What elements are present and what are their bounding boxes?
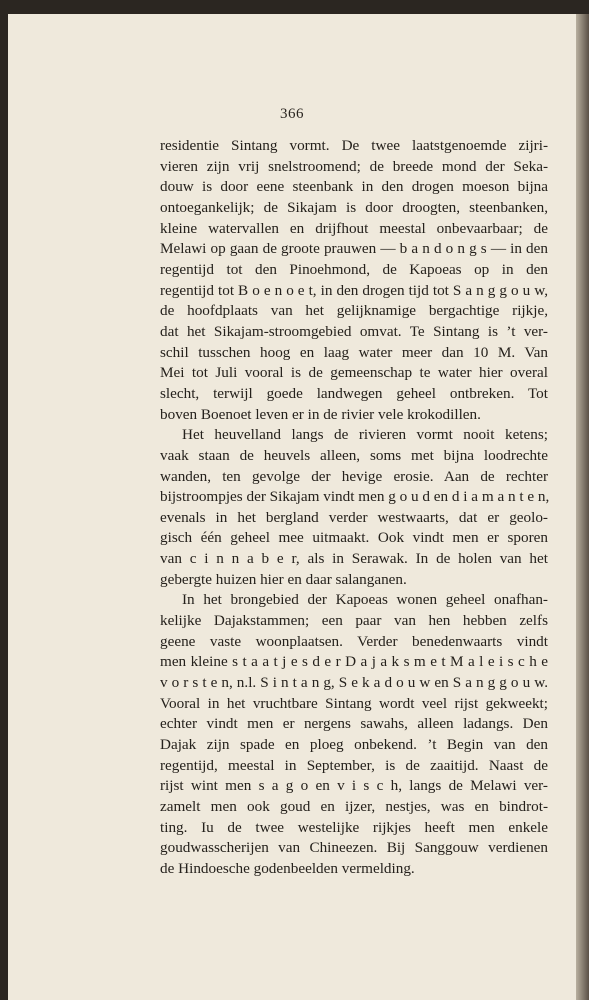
text-line: Mei tot Juli vooral is de gemeenschap te water hier overal	[160, 364, 548, 382]
text-line: regentijd tot den Pinoehmond, de Kapoeas op in den	[160, 260, 548, 278]
text-line: Het heuvelland langs de rivieren vormt nooit ketens;	[182, 426, 548, 444]
book-page	[8, 14, 576, 1000]
body-text	[160, 136, 548, 880]
text-line: v o r s t e n, n.l. S i n t a n g, S e k a d o u w en S a n g g o u w.	[160, 674, 548, 692]
text-line: regentijd tot B o e n o e t, in den drogen tijd tot S a n g g o u w,	[160, 281, 548, 299]
text-line: vieren zijn vrij snelstroomend; de breede mond der Seka-	[160, 157, 548, 175]
text-line: dat het Sikajam-stroomgebied omvat. Te Sintang is ’t ver-	[160, 322, 548, 340]
text-line: evenals in het bergland verder westwaarts, dat er geolo-	[160, 508, 548, 526]
text-line: vaak staan de heuvels alleen, soms met bijna loodrechte	[160, 446, 548, 464]
text-line: douw is door eene steenbank in den drogen moeson bijna	[160, 178, 548, 196]
text-line: boven Boenoet leven er in de rivier vele krokodillen.	[160, 405, 481, 423]
text-line: rijst wint men s a g o en v i s c h, langs de Melawi ver-	[160, 777, 548, 795]
page-edge-shadow	[576, 14, 589, 1000]
text-line: de hoofdplaats van het gelijknamige bergachtige rijkje,	[160, 302, 548, 320]
text-line: kleine watervallen en drijfhout meestal onbevaarbaar; de	[160, 219, 548, 237]
text-line: geene vaste woonplaatsen. Verder benedenwaarts vindt	[160, 632, 548, 650]
text-line: zamelt men ook goud en ijzer, nestjes, was en bindrot-	[160, 798, 548, 815]
text-line: Dajak zijn spade en ploeg onbekend. ’t Begin van den	[160, 736, 548, 754]
text-line: van c i n n a b e r, als in Serawak. In de holen van het	[160, 550, 548, 568]
text-line: wanden, ten gevolge der hevige erosie. Aan de rechter	[160, 467, 548, 485]
text-line: goudwasscherijen van Chineezen. Bij Sanggouw verdienen	[160, 839, 548, 857]
text-line: gebergte huizen hier en daar salanganen.	[160, 570, 407, 588]
text-line: slecht, terwijl goede landwegen geheel ontbreken. Tot	[160, 384, 548, 402]
text-line: ting. Iu de twee westelijke rijkjes heeft men enkele	[160, 818, 548, 836]
text-line: gisch één geheel mee uitmaakt. Ook vindt men er sporen	[160, 529, 548, 547]
text-line: residentie Sintang vormt. De twee laatstgenoemde zijri-	[160, 137, 548, 154]
text-line: schil tusschen hoog en laag water meer dan 10 M. Van	[160, 343, 548, 361]
text-line: In het brongebied der Kapoeas wonen geheel onafhan-	[182, 591, 548, 609]
page-number: 366	[280, 106, 304, 122]
text-line: Vooral in het vruchtbare Sintang wordt veel rijst gekweekt;	[160, 694, 548, 712]
text-line: regentijd, meestal in September, is de zaaitijd. Naast de	[160, 756, 548, 774]
text-line: ontoegankelijk; de Sikajam is door droogten, steenbanken,	[160, 198, 548, 216]
text-line: men kleine s t a a t j e s d e r D a j a k s m e t M a l e i s c h e	[160, 653, 548, 671]
text-line: bijstroompjes der Sikajam vindt men g o u d en d i a m a n t e n,	[160, 488, 550, 506]
text-line: de Hindoesche godenbeelden vermelding.	[160, 859, 415, 877]
text-line: Melawi op gaan de groote prauwen — b a n d o n g s — in den	[160, 240, 548, 258]
text-line: kelijke Dajakstammen; een paar van hen hebben zelfs	[160, 612, 548, 630]
text-line: echter vindt men er nergens sawahs, alleen ladangs. Den	[160, 715, 548, 733]
